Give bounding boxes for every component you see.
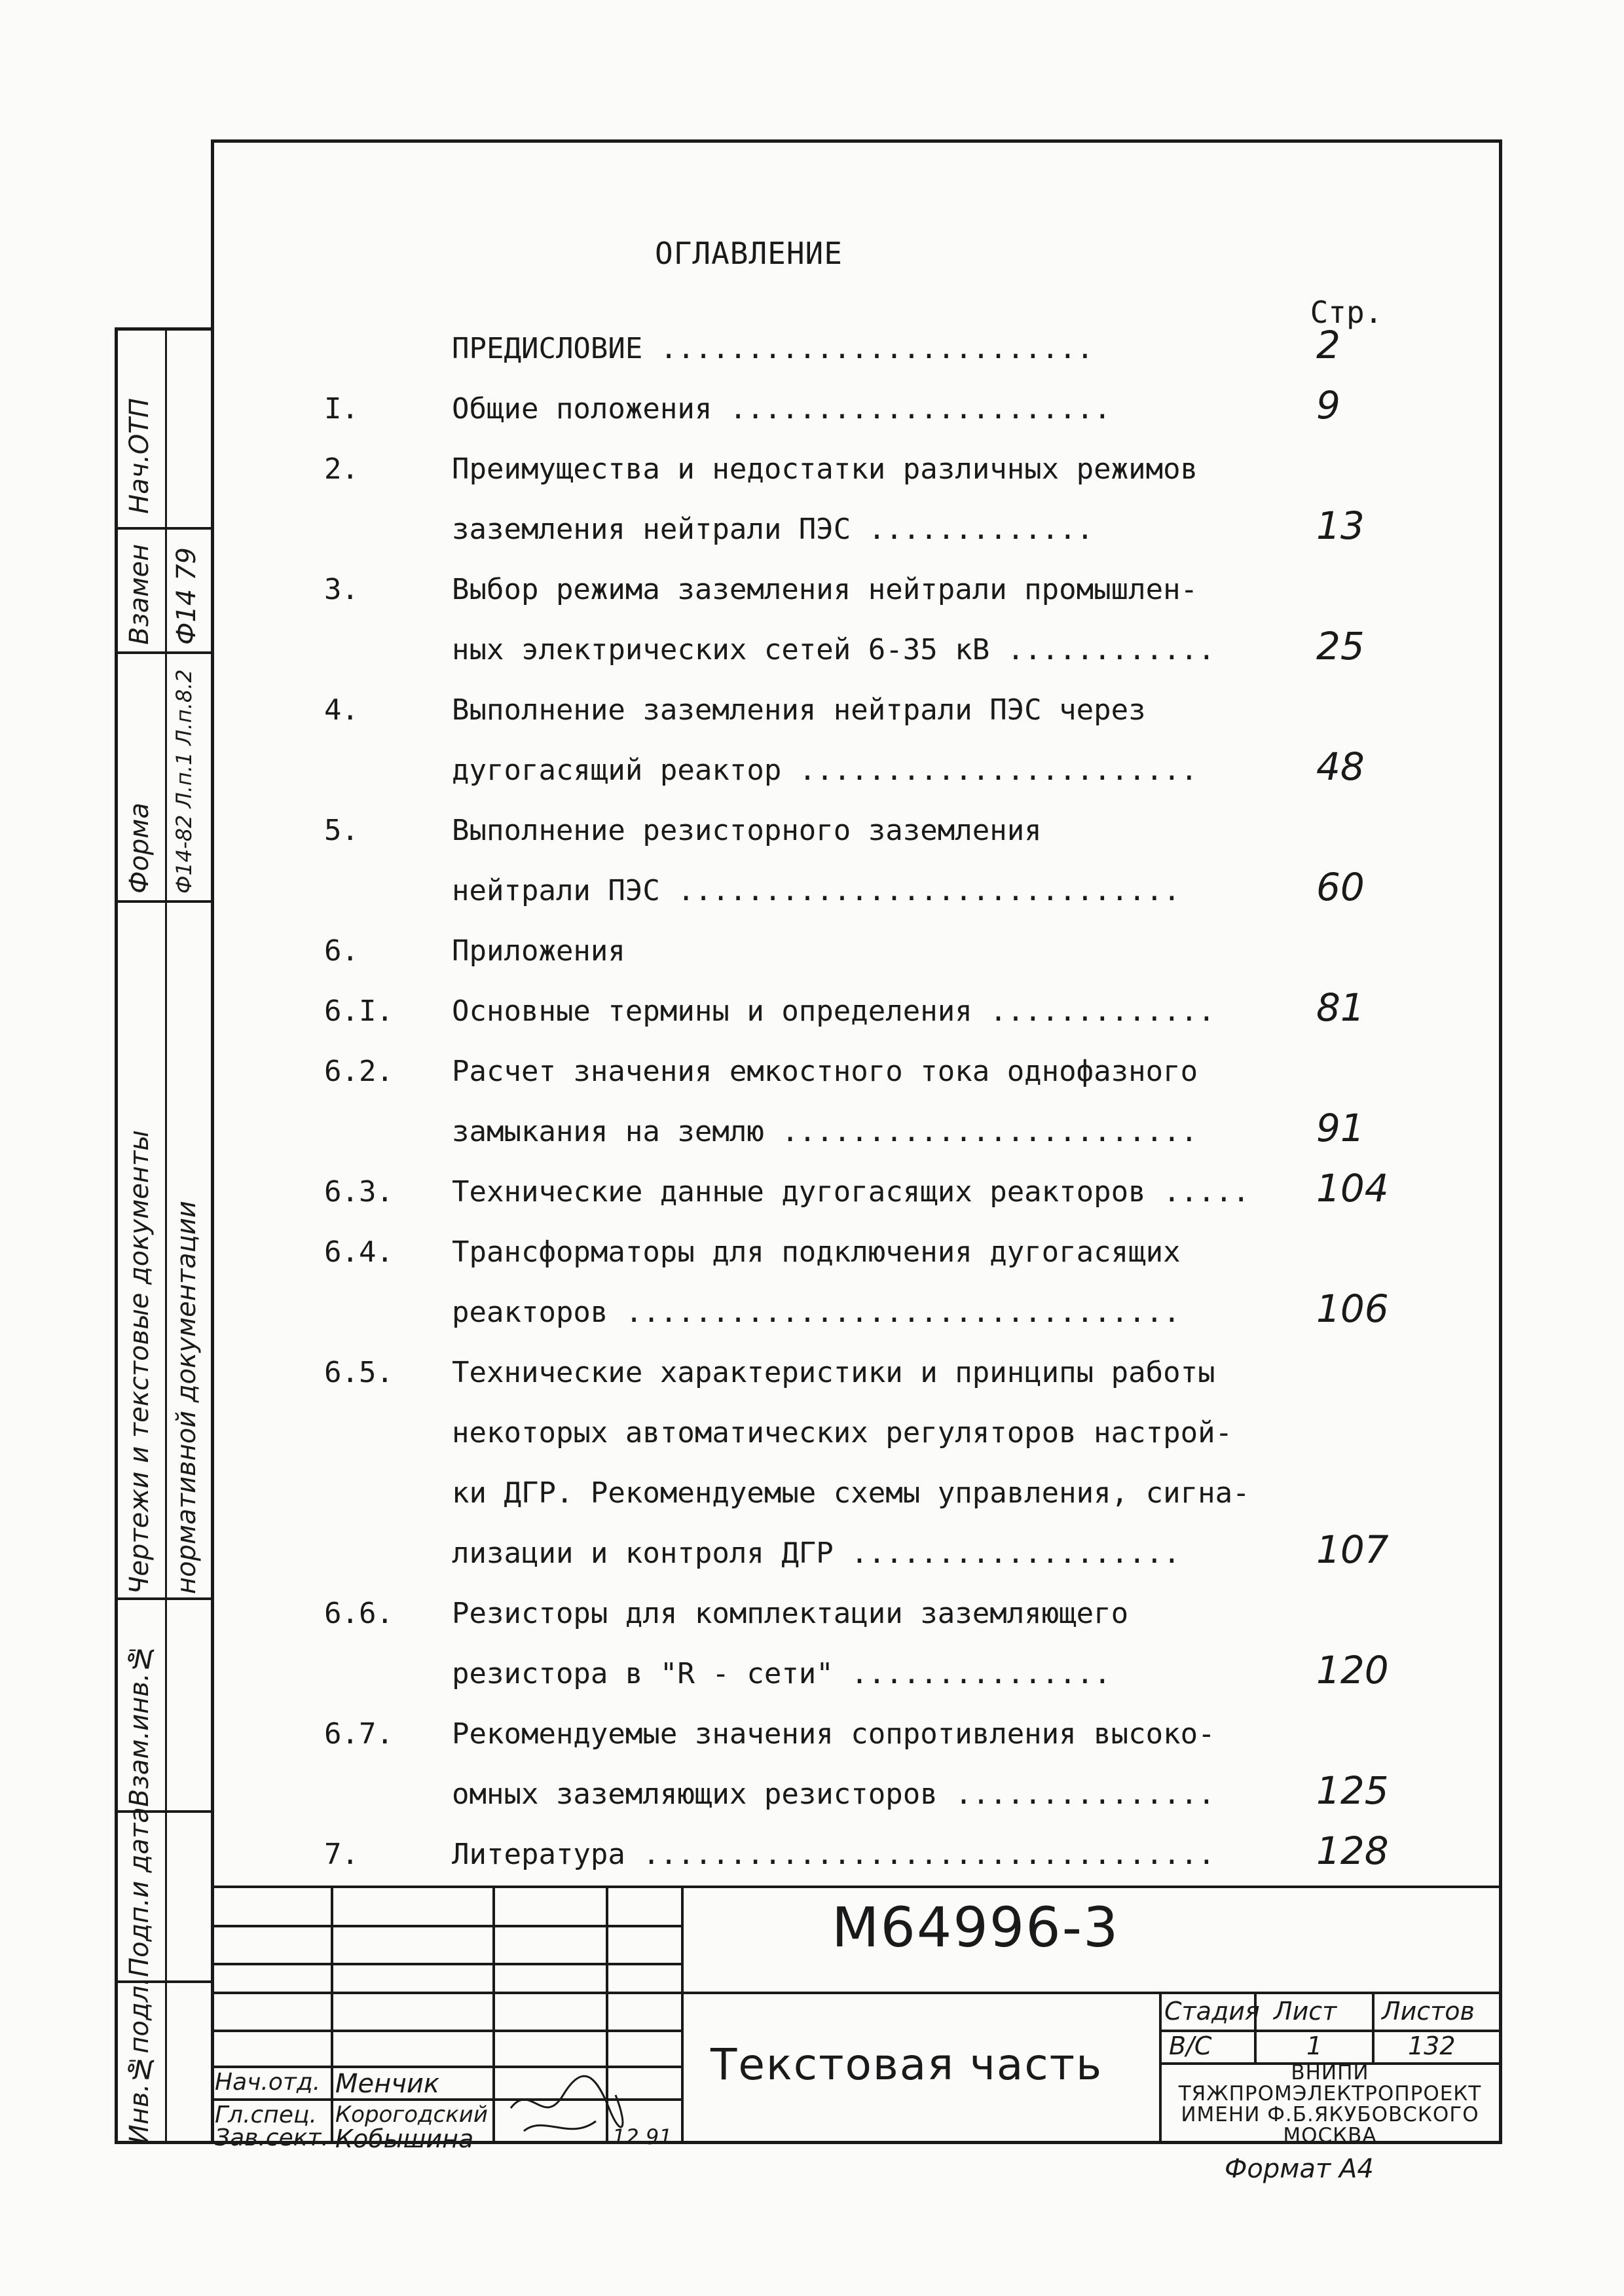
organization — [1159, 2062, 1501, 2146]
toc-entry-page: 81 — [1316, 985, 1365, 1030]
signer-name: Менчик — [335, 2069, 440, 2099]
toc-entry-text: Резисторы для комплектации заземляющего — [452, 1597, 1129, 1630]
toc-entry-text: заземления нейтрали ПЭС ............. — [452, 513, 1094, 546]
stamp-normative: нормативной документации — [172, 1201, 202, 1594]
org-line: ТЯЖПРОМЭЛЕКТРОПРОЕКТ — [1178, 2082, 1482, 2105]
toc-entry-text: дугогасящий реактор ....................... — [452, 754, 1198, 787]
toc-title: ОГЛАВЛЕНИЕ — [655, 236, 843, 271]
toc-entry-text: нейтрали ПЭС ............................. — [452, 874, 1181, 907]
toc-entry-number: 6.7. — [324, 1717, 394, 1751]
toc-entry-number: 6.3. — [324, 1175, 394, 1209]
toc-entry-text: ки ДГР. Рекомендуемые схемы управления, сигна- — [452, 1476, 1250, 1510]
stamp-inv-podl: Инв.№подл. — [124, 1977, 155, 2144]
toc-entry-text: Основные термины и определения ............. — [452, 994, 1215, 1028]
signature-scribble — [504, 2069, 635, 2147]
signer-name: Корогодский — [335, 2102, 488, 2128]
list-label: Лист — [1274, 1997, 1337, 2026]
toc-entry-text: замыкания на землю ........................ — [452, 1115, 1198, 1148]
toc-entry-text: Трансформаторы для подключения дугогасящих — [452, 1235, 1181, 1269]
toc-entry-text: омных заземляющих резисторов ............... — [452, 1777, 1215, 1811]
org-line: ИМЕНИ Ф.Б.ЯКУБОВСКОГО — [1181, 2103, 1479, 2126]
toc-entry-page: 120 — [1316, 1648, 1389, 1692]
toc-entry-text: Технические характеристики и принципы работы — [452, 1356, 1215, 1389]
signer-role: Зав.сект. — [215, 2124, 329, 2151]
toc-entry-page: 106 — [1316, 1286, 1389, 1331]
stamp-vzamen-value: Ф14 79 — [172, 547, 202, 645]
toc-entry-page: 2 — [1316, 323, 1340, 367]
toc-entry-number: 4. — [324, 693, 359, 727]
title-block-top-line — [211, 1886, 1502, 1888]
toc-entry-number: 6.2. — [324, 1055, 394, 1088]
toc-entry-text: Общие положения ...................... — [452, 392, 1111, 426]
stamp-nach-otp: Нач.ОТП — [124, 398, 155, 514]
toc-entry-number: 6.4. — [324, 1235, 394, 1269]
toc-entry-text: Расчет значения емкостного тока однофазного — [452, 1055, 1198, 1088]
toc-entry-page: 107 — [1316, 1527, 1389, 1572]
toc-entry-page: 13 — [1316, 503, 1365, 548]
toc-entry-text: Литература ................................. — [452, 1838, 1215, 1871]
org-line: МОСКВА — [1283, 2124, 1377, 2147]
toc-entry-page: 60 — [1316, 865, 1365, 909]
toc-entry-page: 48 — [1316, 744, 1365, 789]
toc-entry-text: резистора в "R - сети" ............... — [452, 1657, 1111, 1690]
toc-entry-number: 6. — [324, 934, 359, 968]
listov-value: 132 — [1408, 2032, 1456, 2060]
stadiya-value: В/С — [1169, 2032, 1212, 2060]
format-label: Формат А4 — [1225, 2154, 1374, 2184]
toc-entry-number: 6.I. — [324, 994, 394, 1028]
toc-entry-number: 6.6. — [324, 1597, 394, 1630]
page-column-header — [1294, 295, 1399, 330]
document-code: М64996-3 — [832, 1895, 1120, 1959]
signer-role: Гл.спец. — [215, 2102, 317, 2128]
toc-entry-page: 9 — [1316, 383, 1340, 428]
stadiya-label: Стадия — [1164, 1997, 1260, 2026]
toc-entry-page: 25 — [1316, 624, 1365, 668]
toc-entry-text: Выполнение резисторного заземления — [452, 814, 1042, 847]
toc-entry-page: 128 — [1316, 1829, 1389, 1873]
page-column-label: Стр. — [1310, 295, 1383, 330]
stamp-vzam-inv: Взам.инв.№ — [124, 1643, 155, 1807]
toc-entry-number: 2. — [324, 452, 359, 486]
toc-entry-page: 104 — [1316, 1166, 1389, 1211]
toc-entry-text: Преимущества и недостатки различных режимов — [452, 452, 1198, 486]
toc-entry-number: 3. — [324, 573, 359, 606]
toc-entry-number: 5. — [324, 814, 359, 847]
toc-entry-text: Технические данные дугогасящих реакторов ..... — [452, 1175, 1250, 1209]
toc-entry-text: лизации и контроля ДГР ................... — [452, 1537, 1181, 1570]
toc-entry-number: 6.5. — [324, 1356, 394, 1389]
toc-entry-text: ПРЕДИСЛОВИЕ ......................... — [452, 332, 1094, 365]
toc-entry-text: Приложения — [452, 934, 625, 968]
toc-entry-text: реакторов ................................ — [452, 1296, 1181, 1329]
left-stamp-strip — [115, 327, 211, 2144]
toc-entry-page: 125 — [1316, 1768, 1389, 1813]
list-value: 1 — [1306, 2032, 1323, 2060]
toc-entry-page: 91 — [1316, 1106, 1365, 1150]
stamp-vzamen: Взамен — [124, 543, 155, 645]
stamp-forma: Форма — [124, 803, 155, 894]
signer-role: Нач.отд. — [215, 2069, 321, 2096]
signature-date: 12.91 — [612, 2124, 673, 2149]
listov-label: Листов — [1382, 1997, 1475, 2026]
toc-entry-text: ных электрических сетей 6-35 кВ ............ — [452, 633, 1215, 666]
document-title: Текстовая часть — [710, 2039, 1103, 2090]
org-line: ВНИПИ — [1291, 2061, 1369, 2085]
signer-name: Кобышина — [335, 2124, 474, 2153]
toc-entry-text: некоторых автоматических регуляторов настрой- — [452, 1416, 1233, 1449]
stamp-podp-data: Подп.и дата — [124, 1807, 155, 1977]
stamp-forma-value: Ф14-82 Л.п.1 Л.п.8.2 — [172, 669, 196, 894]
toc-entry-text: Рекомендуемые значения сопротивления высоко- — [452, 1717, 1215, 1751]
toc-entry-number: I. — [324, 392, 359, 426]
toc-entry-text: Выбор режима заземления нейтрали промышлен- — [452, 573, 1198, 606]
toc-entry-text: Выполнение заземления нейтрали ПЭС через — [452, 693, 1146, 727]
stamp-drawings: Чертежи и текстовые документы — [124, 1130, 155, 1594]
toc-entry-number: 7. — [324, 1838, 359, 1871]
